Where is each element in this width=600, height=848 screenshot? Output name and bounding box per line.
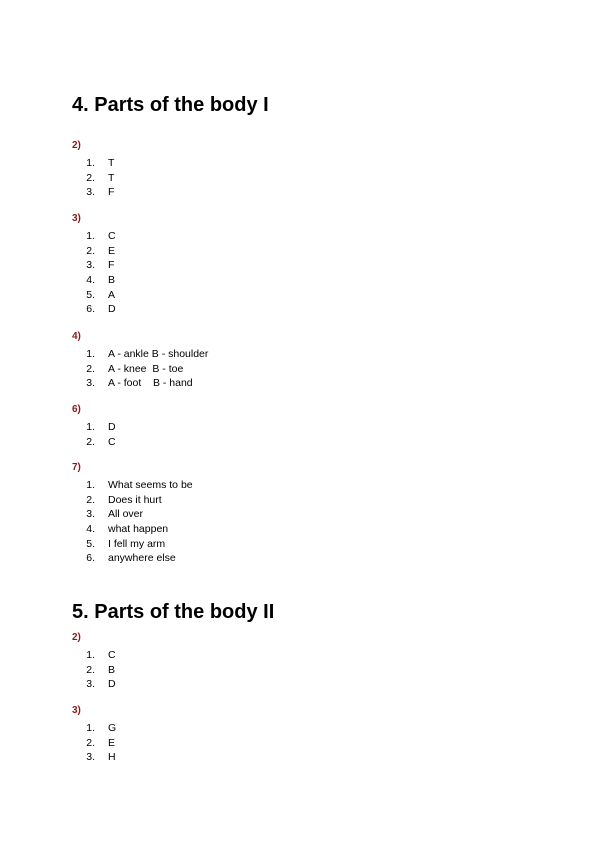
answer-text: I fell my arm [108,537,166,550]
exercise-block [72,331,208,391]
answer-list [72,478,193,566]
answer-text: E [108,736,116,749]
list-item: 4. what happen [86,523,169,536]
answer-list [72,648,116,692]
exercise-number: 3) [72,213,81,224]
list-item: 1. What seems to be [86,479,193,491]
exercise-block [72,462,193,566]
answer-text: What seems to be [108,479,193,491]
list-item: 3. A - foot B - hand [86,377,193,390]
answer-text: G [108,722,117,734]
list-item: 6. D [86,303,116,316]
answer-text: E [108,244,116,257]
answer-text: B [108,274,116,287]
answer-text: H [108,751,116,764]
list-item: 3. F [86,186,115,199]
answer-text: F [108,186,115,199]
answer-list [72,420,116,449]
list-item: 6. anywhere else [86,552,176,565]
exercise-number: 6) [72,404,81,415]
list-item: 5. I fell my arm [86,537,166,550]
answer-text: F [108,259,115,272]
answer-text: C [108,230,116,242]
exercise-number: 7) [72,462,81,473]
exercise-block [72,705,116,765]
list-item: 1. C [86,230,116,242]
answer-text: D [108,303,116,316]
list-item: 2. T [86,171,115,184]
answer-text: C [108,649,116,661]
answer-text: Does it hurt [108,493,162,506]
list-item: 3. All over [86,508,144,521]
answer-text: D [108,421,116,433]
unit-title: 4. Parts of the body I [72,94,269,116]
answer-text: A - foot B - hand [108,377,193,390]
answer-list [72,229,116,317]
list-item: 2. E [86,244,116,257]
list-item: 1. T [86,157,115,169]
list-item: 2. E [86,736,116,749]
list-item: 2. A - knee B - toe [86,362,184,375]
exercise-block [72,632,116,692]
answer-text: All over [108,508,144,521]
answer-text: T [108,157,115,169]
answer-text: what happen [108,523,169,536]
list-item: 4. B [86,274,116,287]
answer-text: T [108,171,115,184]
exercise-block [72,213,116,317]
answer-text: A - ankle B - shoulder [108,348,209,360]
list-item: 2. Does it hurt [86,493,162,506]
answer-text: C [108,435,116,448]
list-item: 1. D [86,421,116,433]
answer-list [72,156,114,200]
list-item: 3. D [86,678,116,691]
answer-text: D [108,678,116,691]
answer-text: A - knee B - toe [108,362,184,375]
exercise-number: 4) [72,331,81,342]
answer-text: B [108,663,116,676]
unit-title: 5. Parts of the body II [72,601,275,623]
list-item: 2. B [86,663,116,676]
list-item: 2. C [86,435,116,448]
exercise-block [72,140,114,200]
exercise-number: 3) [72,705,81,716]
list-item: 3. H [86,751,116,764]
list-item: 3. F [86,259,115,272]
exercise-number: 2) [72,632,81,643]
answer-text: anywhere else [108,552,176,565]
list-item: 1. G [86,722,117,734]
list-item: 1. C [86,649,116,661]
exercise-number: 2) [72,140,81,151]
answer-list [72,721,116,765]
list-item: 1. A - ankle B - shoulder [86,348,209,360]
list-item: 5. A [86,288,116,301]
answer-list [72,347,208,391]
answer-text: A [108,288,116,301]
exercise-block [72,404,116,449]
